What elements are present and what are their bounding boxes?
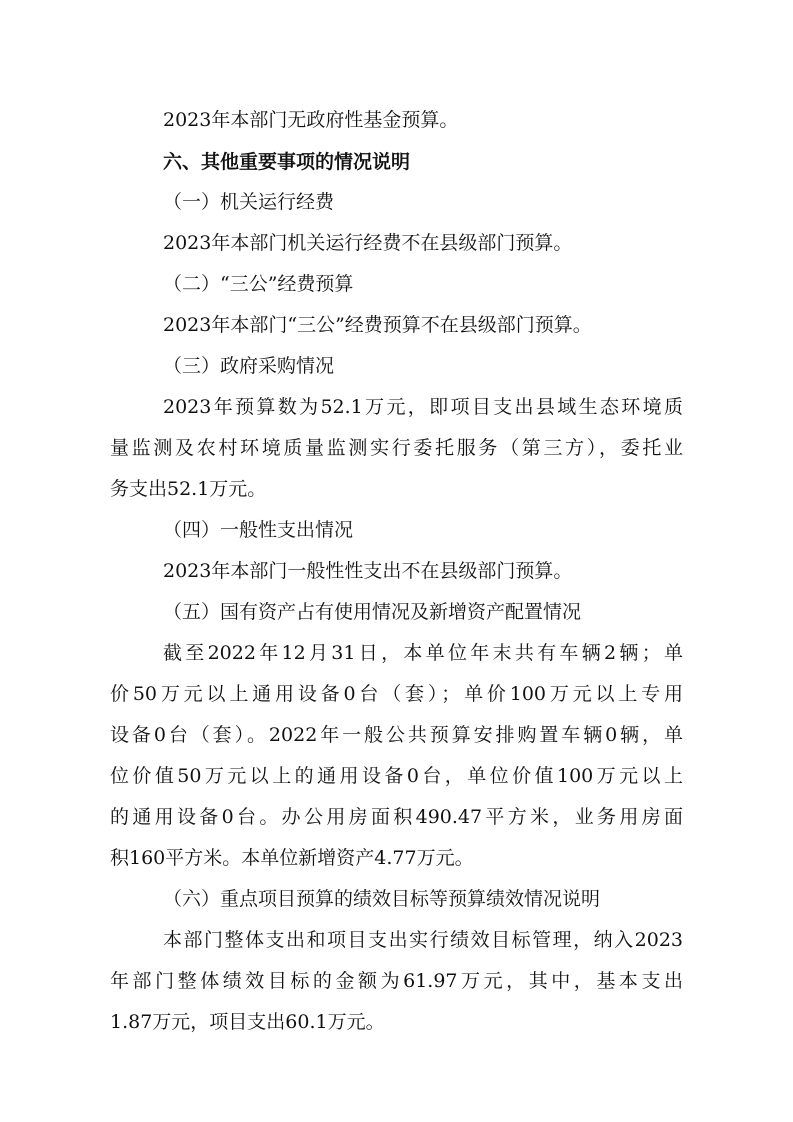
paragraph-line: 的通用设备0台。办公用房面积490.47平方米，业务用房面: [110, 806, 683, 828]
paragraph-line: 2023年本部门无政府性基金预算。: [163, 109, 459, 131]
paragraph-line: 务支出52.1万元。: [110, 478, 267, 500]
paragraph-line: 截至2022年12月31日，本单位年末共有车辆2辆；单: [163, 642, 683, 664]
section-heading: 六、其他重要事项的情况说明: [163, 151, 411, 173]
subsection-heading: （五）国有资产占有使用情况及新增资产配置情况: [163, 601, 582, 623]
paragraph-line: 价50万元以上通用设备0台（套）；单价100万元以上专用: [110, 683, 683, 705]
paragraph-line: 2023年预算数为52.1万元，即项目支出县域生态环境质: [163, 396, 683, 418]
paragraph-line: 1.87万元，项目支出60.1万元。: [110, 1011, 385, 1033]
subsection-heading: （四）一般性支出情况: [163, 519, 354, 541]
subsection-heading: （三）政府采购情况: [163, 355, 335, 377]
paragraph-line: 量监测及农村环境质量监测实行委托服务（第三方），委托业: [110, 437, 683, 459]
paragraph-line: 设备0台（套）。2022年一般公共预算安排购置车辆0辆，单: [110, 724, 683, 746]
paragraph-line: 2023年本部门“三公”经费预算不在县级部门预算。: [163, 314, 592, 336]
paragraph-line: 2023年本部门一般性性支出不在县级部门预算。: [163, 560, 573, 582]
subsection-heading: （一）机关运行经费: [163, 191, 335, 213]
subsection-heading: （二）“三公”经费预算: [163, 273, 354, 295]
paragraph-line: 2023年本部门机关运行经费不在县级部门预算。: [163, 232, 573, 254]
paragraph-line: 本部门整体支出和项目支出实行绩效目标管理，纳入2023: [163, 929, 683, 951]
paragraph-line: 积160平方米。本单位新增资产4.77万元。: [110, 847, 474, 869]
paragraph-line: 位价值50万元以上的通用设备0台，单位价值100万元以上: [110, 765, 683, 787]
paragraph-line: 年部门整体绩效目标的金额为61.97万元，其中，基本支出: [110, 970, 683, 992]
subsection-heading: （六）重点项目预算的绩效目标等预算绩效情况说明: [163, 888, 601, 910]
